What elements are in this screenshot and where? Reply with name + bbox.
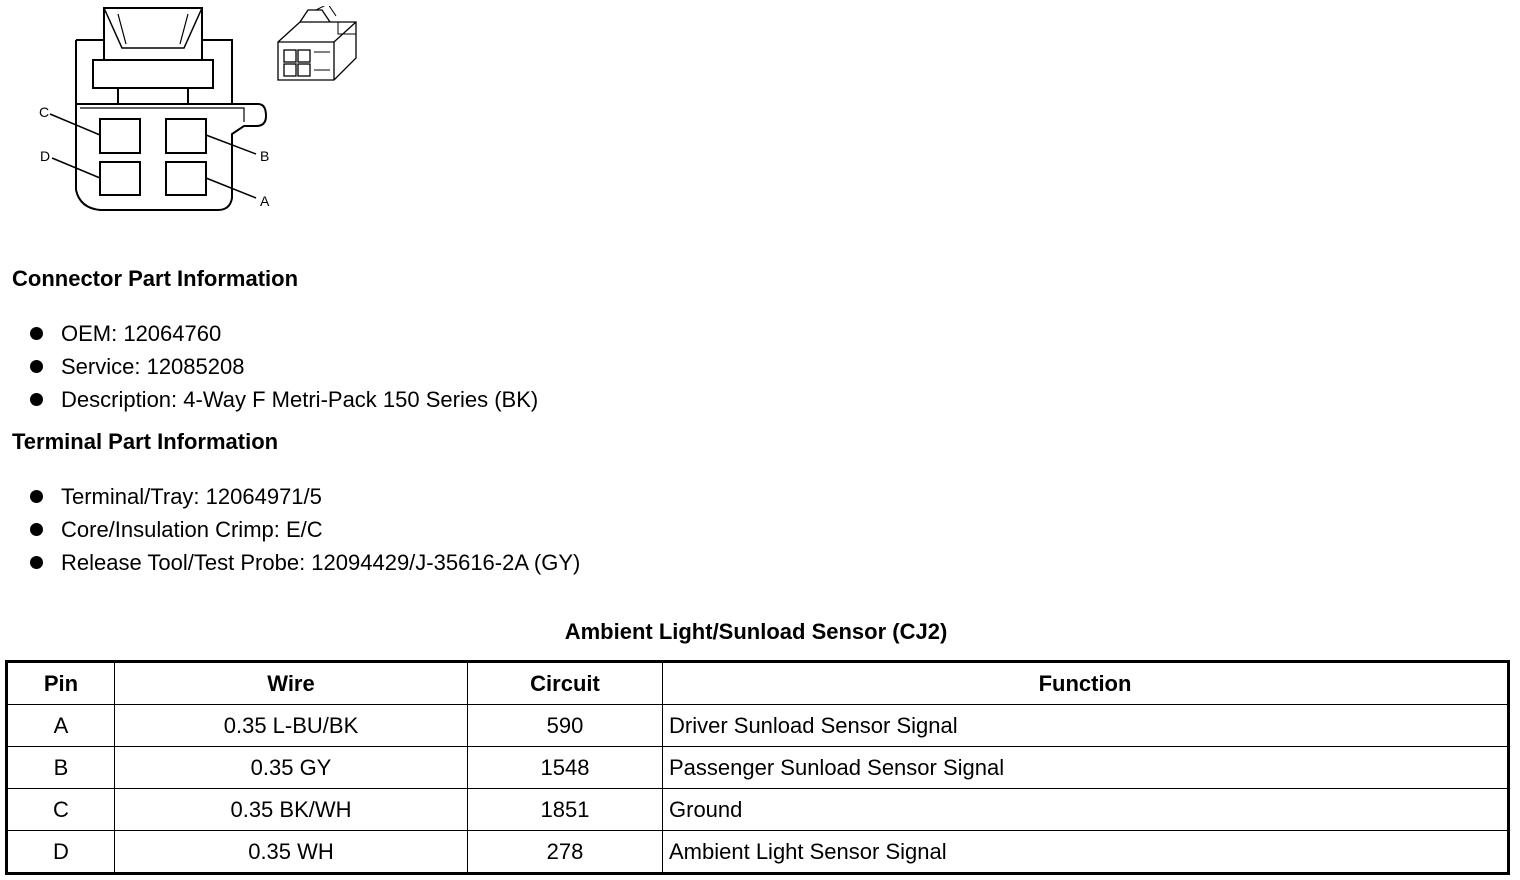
body-shoulder bbox=[76, 40, 232, 104]
connector-description: Description: 4-Way F Metri-Pack 150 Series (BK) bbox=[61, 387, 539, 412]
connector-service: Service: 12085208 bbox=[61, 354, 245, 379]
connector-part-info-heading: Connector Part Information bbox=[12, 266, 299, 291]
terminal-crimp: Core/Insulation Crimp: E/C bbox=[61, 517, 323, 542]
cell-function: Ground bbox=[663, 789, 1509, 831]
cavity-c bbox=[100, 119, 140, 153]
terminal-part-info-list bbox=[28, 480, 580, 579]
table-row bbox=[7, 831, 1509, 874]
cell-wire: 0.35 L-BU/BK bbox=[115, 705, 468, 747]
latch-neck bbox=[118, 88, 188, 104]
cell-pin: B bbox=[7, 747, 115, 789]
latch-detail bbox=[118, 14, 188, 44]
cell-circuit: 278 bbox=[468, 831, 663, 874]
cell-wire: 0.35 BK/WH bbox=[115, 789, 468, 831]
pin-label-d: D bbox=[40, 148, 51, 164]
terminal-tray: Terminal/Tray: 12064971/5 bbox=[61, 484, 322, 509]
cavity-b bbox=[166, 119, 206, 153]
table-row bbox=[7, 705, 1509, 747]
bullet-icon bbox=[30, 523, 43, 536]
pin-label-b: B bbox=[260, 148, 270, 164]
header-wire: Wire bbox=[115, 662, 468, 705]
pin-label-a: A bbox=[260, 193, 270, 209]
table-title: Ambient Light/Sunload Sensor (CJ2) bbox=[564, 619, 948, 644]
list-item bbox=[28, 383, 538, 416]
cell-wire: 0.35 GY bbox=[115, 747, 468, 789]
connector-part-info-list bbox=[28, 317, 538, 416]
list-item bbox=[28, 513, 580, 546]
bullet-icon bbox=[30, 360, 43, 373]
cell-wire: 0.35 WH bbox=[115, 831, 468, 874]
cell-pin: C bbox=[7, 789, 115, 831]
terminal-release-tool: Release Tool/Test Probe: 12094429/J-35616-2A (GY) bbox=[61, 550, 581, 575]
cell-function: Ambient Light Sensor Signal bbox=[663, 831, 1509, 874]
pin-label-c: C bbox=[39, 104, 50, 120]
cell-function: Passenger Sunload Sensor Signal bbox=[663, 747, 1509, 789]
cell-pin: D bbox=[7, 831, 115, 874]
cavity-d bbox=[100, 162, 140, 195]
cell-circuit: 1851 bbox=[468, 789, 663, 831]
terminal-part-info-heading: Terminal Part Information bbox=[12, 429, 279, 454]
header-circuit: Circuit bbox=[468, 662, 663, 705]
bullet-icon bbox=[30, 393, 43, 406]
bullet-icon bbox=[30, 327, 43, 340]
pinout-table bbox=[5, 660, 1510, 875]
list-item bbox=[28, 350, 538, 383]
table-header-row bbox=[7, 662, 1509, 705]
header-pin: Pin bbox=[7, 662, 115, 705]
header-function: Function bbox=[663, 662, 1509, 705]
list-item bbox=[28, 546, 580, 579]
connector-oem: OEM: 12064760 bbox=[61, 321, 222, 346]
cell-function: Driver Sunload Sensor Signal bbox=[663, 705, 1509, 747]
connector-face-drawing bbox=[30, 2, 280, 217]
table-row bbox=[7, 747, 1509, 789]
bullet-icon bbox=[30, 490, 43, 503]
latch-base bbox=[93, 60, 213, 88]
cell-circuit: 590 bbox=[468, 705, 663, 747]
connector-isometric-drawing bbox=[274, 6, 366, 86]
bullet-icon bbox=[30, 556, 43, 569]
list-item bbox=[28, 317, 538, 350]
cell-circuit: 1548 bbox=[468, 747, 663, 789]
latch-inner bbox=[104, 8, 202, 48]
table-row bbox=[7, 789, 1509, 831]
cavity-a bbox=[166, 162, 206, 195]
cell-pin: A bbox=[7, 705, 115, 747]
list-item bbox=[28, 480, 580, 513]
